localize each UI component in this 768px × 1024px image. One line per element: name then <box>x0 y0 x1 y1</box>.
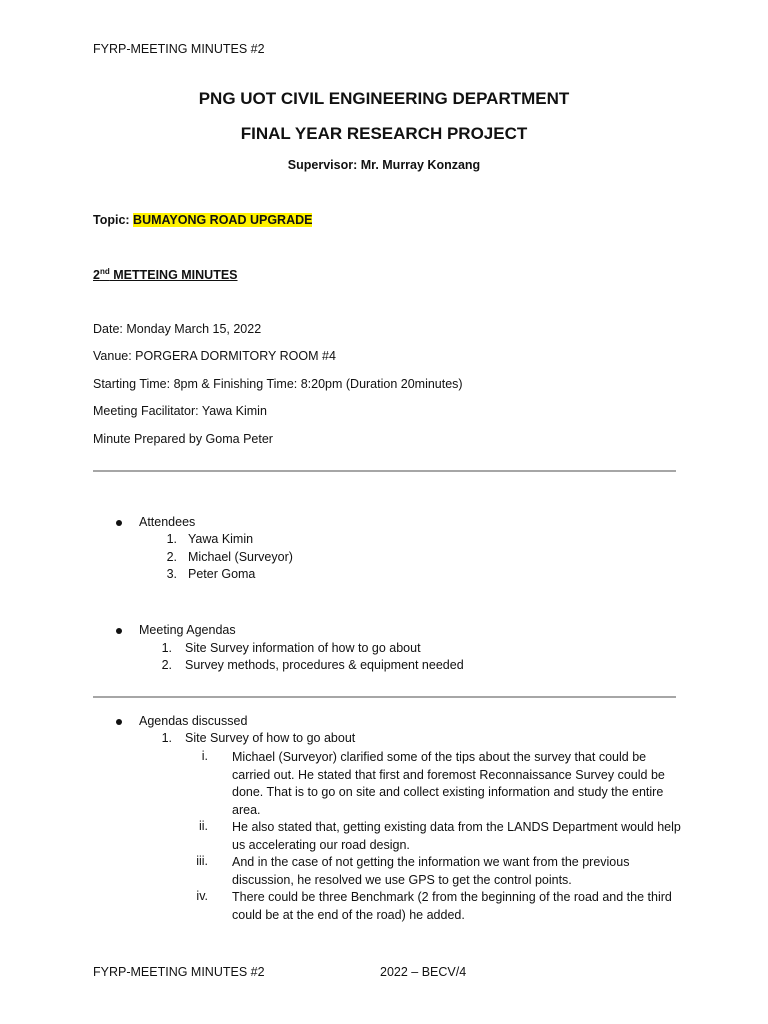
meeting-date: Date: Monday March 15, 2022 <box>93 322 262 336</box>
attendees-heading: Attendees <box>139 515 196 529</box>
attendee-item: Yawa Kimin <box>188 532 254 546</box>
discussion-point: He also stated that, getting existing data from the LANDS Department would help us accelerating our road design. <box>232 820 681 852</box>
discussion-point: And in the case of not getting the information we want from the previous discussion, he resolved we use GPS to get the control points. <box>232 855 630 887</box>
list-number: 1. <box>166 532 177 546</box>
agenda-item: Survey methods, procedures & equipment needed <box>185 658 464 672</box>
list-number: 1. <box>161 731 172 745</box>
discussed-heading: Agendas discussed <box>139 714 248 728</box>
minutes-heading-text: METTEING MINUTES <box>109 268 238 283</box>
bullet-icon <box>116 520 122 526</box>
list-number: 1. <box>161 641 172 655</box>
section-divider <box>93 696 676 698</box>
topic-line <box>93 213 312 227</box>
footer-title: FYRP-MEETING MINUTES #2 <box>93 965 265 979</box>
roman-numeral: iv. <box>196 889 208 903</box>
attendee-item: Peter Goma <box>188 567 256 581</box>
discussion-point: There could be three Benchmark (2 from the beginning of the road and the third could be at the end of the road) he added. <box>232 890 672 922</box>
attendee-item: Michael (Surveyor) <box>188 550 293 564</box>
roman-numeral: iii. <box>196 854 208 868</box>
meeting-facilitator: Meeting Facilitator: Yawa Kimin <box>93 404 267 418</box>
minute-preparer: Minute Prepared by Goma Peter <box>93 432 273 446</box>
minutes-heading <box>93 267 238 282</box>
meeting-time: Starting Time: 8pm & Finishing Time: 8:20pm (Duration 20minutes) <box>93 377 463 391</box>
supervisor-line: Supervisor: Mr. Murray Konzang <box>287 158 481 172</box>
roman-numeral: i. <box>201 749 208 763</box>
meeting-venue: Vanue: PORGERA DORMITORY ROOM #4 <box>93 349 336 363</box>
discussion-point: Michael (Surveyor) clarified some of the tips about the survey that could be carried out. He stated that first and foremost Reconnaissance Survey could be done. That is to go on site and collect existing information and study the entire area. <box>232 750 665 817</box>
topic-label: Topic: <box>93 213 134 227</box>
list-number: 3. <box>166 567 177 581</box>
minutes-ordinal-suffix: nd <box>99 267 110 276</box>
list-number: 2. <box>161 658 172 672</box>
topic-value-highlight: BUMAYONG ROAD UPGRADE <box>133 213 313 227</box>
list-number: 2. <box>166 550 177 564</box>
bullet-icon <box>116 719 122 725</box>
department-title: PNG UOT CIVIL ENGINEERING DEPARTMENT <box>198 89 570 108</box>
agendas-heading: Meeting Agendas <box>139 623 236 637</box>
footer-code: 2022 – BECV/4 <box>380 965 467 979</box>
project-title: FINAL YEAR RESEARCH PROJECT <box>240 124 528 143</box>
roman-numeral: ii. <box>198 819 208 833</box>
section-divider <box>93 470 676 472</box>
bullet-icon <box>116 628 122 634</box>
minutes-ordinal: 2 <box>93 268 100 283</box>
agenda-item: Site Survey information of how to go about <box>185 641 421 655</box>
running-header: FYRP-MEETING MINUTES #2 <box>93 42 265 56</box>
discussed-subheading: Site Survey of how to go about <box>185 731 356 745</box>
